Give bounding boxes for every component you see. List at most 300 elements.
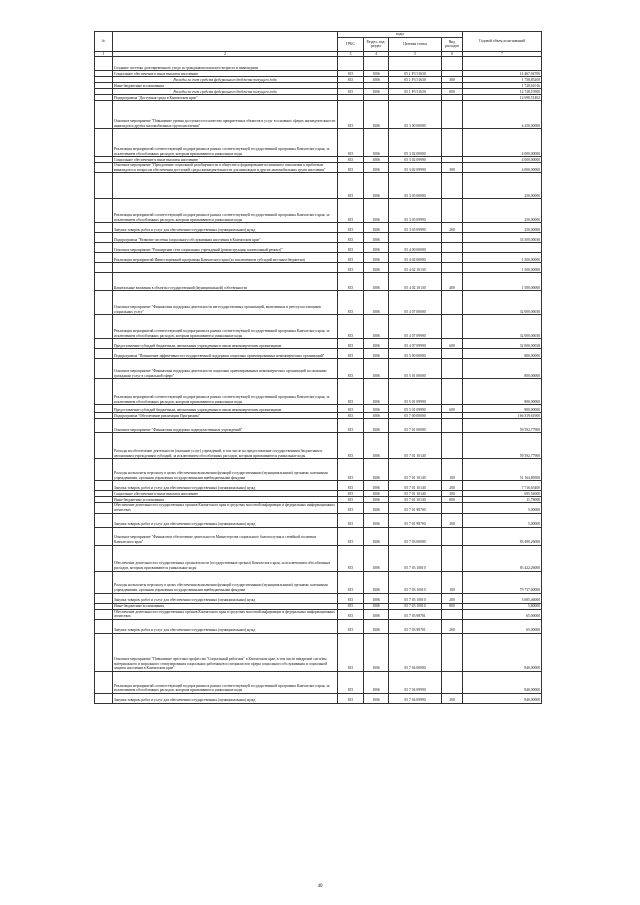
row-amount-cell [463,57,542,71]
row-razdel-cell: 1006 [364,593,389,603]
row-grbs-cell: 815 [338,671,364,693]
table-row [95,633,542,671]
table-row [95,253,542,263]
row-name-cell: Капитальные вложения в объекты государственной (муниципальной) собственности [113,273,338,291]
index-cell: 1 [95,51,113,57]
row-number-cell [95,405,113,413]
row-target-article-cell: 05 5 01 09990 [389,405,442,413]
row-grbs-cell: 815 [338,503,364,513]
row-expense-type-cell [442,359,463,379]
row-target-article-cell: 05 7 01 98700 [389,513,442,527]
row-razdel-cell: 1006 [364,253,389,263]
row-razdel-cell: 1006 [364,359,389,379]
row-grbs-cell: 815 [338,433,364,459]
row-name-cell: Закупка товаров, работ и услуг для обеспечения государственных (муниципальных) нужд [113,693,338,703]
row-target-article-cell: 05 1 P3 51630 [389,89,442,95]
row-name-cell: Закупка товаров, работ и услуг для обеспечения государственных (муниципальных) нужд [113,513,338,527]
row-grbs-cell: 815 [338,89,364,95]
table-row [95,419,542,433]
row-grbs-cell: 815 [338,619,364,633]
row-number-cell [95,481,113,491]
table-row [95,513,542,527]
row-expense-type-cell [442,173,463,199]
row-razdel-cell: 1006 [364,603,389,609]
table-row [95,57,542,71]
row-grbs-cell: 815 [338,513,364,527]
row-name-cell: Социальное обеспечение и иные выплаты населению [113,71,338,77]
header-cs: Целевая статья [389,37,442,51]
row-amount-cell: 1 500,00000 [463,273,542,291]
row-expense-type-cell: 400 [442,273,463,291]
row-grbs-cell: 815 [338,233,364,243]
row-grbs-cell: 815 [338,609,364,619]
row-name-cell: Подпрограмма "Повышение эффективности государственной поддержки социально ориентированных некоммерческих организаций" [113,349,338,359]
row-target-article-cell: 05 1 P3 51630 [389,71,442,77]
row-target-article-cell: 05 7 03 10010 [389,593,442,603]
row-name-cell: Расходы за счет средств федерального бюджета текущего года [113,89,338,95]
row-grbs-cell: 815 [338,491,364,497]
row-number-cell [95,253,113,263]
row-number-cell [95,671,113,693]
row-grbs-cell: 815 [338,603,364,609]
row-amount-cell: 7 716,65400 [463,481,542,491]
row-expense-type-cell: 200 [442,593,463,603]
table-row [95,693,542,703]
row-grbs-cell: 815 [338,413,364,419]
table-row [95,129,542,157]
row-razdel-cell: 1006 [364,101,389,129]
row-target-article-cell: 05 7 03 10010 [389,545,442,571]
row-number-cell [95,503,113,513]
table-row [95,379,542,405]
table-row [95,433,542,459]
index-cell: 4 [364,51,389,57]
row-name-cell: Реализация мероприятий соответствующей подпрограммы в рамках соответствующей государственной программы Камчатского края, за исключением обособленных расходов, которым присваиваются уникальные коды [113,671,338,693]
row-amount-cell: 32 000,00038 [463,291,542,315]
row-expense-type-cell: 200 [442,619,463,633]
table-row [95,315,542,339]
row-expense-type-cell: 300 [442,491,463,497]
row-grbs-cell: 815 [338,571,364,593]
row-expense-type-cell: 200 [442,693,463,703]
row-target-article-cell: 05 4 02 10130 [389,263,442,273]
row-target-article-cell: 05 3 05 00000 [389,173,442,199]
row-grbs-cell: 815 [338,593,364,603]
row-name-cell: Основное мероприятие "Финансовая поддержка деятельности негосударственных организаций, включенных в реестр поставщиков социальных услуг" [113,291,338,315]
row-expense-type-cell: 100 [442,459,463,481]
row-razdel-cell: 1006 [364,173,389,199]
row-grbs-cell: 815 [338,527,364,545]
row-grbs-cell: 815 [338,291,364,315]
row-razdel-cell: 1006 [364,77,389,83]
row-name-cell: Основное мероприятие "Финансовая поддержка подведомственных учреждений" [113,419,338,433]
row-amount-cell: 32 000,00038 [463,339,542,349]
row-number-cell [95,163,113,173]
row-name-cell: Обеспечение деятельности государственных органов Камчатского края в средствах массовой информации и федеральных информационных агентствах [113,609,338,619]
row-name-cell: Иные бюджетные ассигнования [113,603,338,609]
row-target-article-cell: 05 4 07 09990 [389,339,442,349]
row-target-article-cell: 05 3 02 00000 [389,129,442,157]
row-amount-cell: 166 319,61900 [463,413,542,419]
table-row [95,291,542,315]
row-amount-cell: 1 738,85200 [463,77,542,83]
row-amount-cell: 65,00000 [463,609,542,619]
row-razdel-cell: 1006 [364,199,389,223]
row-grbs-cell: 815 [338,173,364,199]
row-name-cell: Обеспечение деятельности государственных органов власти (государственные органы) Камчатского края, за исключением обособленных расходов, которым присваиваются уникальные коды [113,545,338,571]
table-row [95,199,542,223]
row-razdel-cell: 1006 [364,609,389,619]
row-amount-cell: 840,00000 [463,633,542,671]
row-razdel-cell: 1006 [364,459,389,481]
row-number-cell [95,129,113,157]
row-number-cell [95,359,113,379]
index-cell: 2 [113,51,338,57]
row-number-cell [95,57,113,71]
row-razdel-cell: 1006 [364,273,389,291]
row-grbs-cell: 815 [338,253,364,263]
row-number-cell [95,199,113,223]
row-number-cell [95,459,113,481]
table-row [95,671,542,693]
row-razdel-cell: 1006 [364,339,389,349]
row-razdel-cell: 1006 [364,491,389,497]
row-razdel-cell [364,57,389,71]
row-expense-type-cell [442,263,463,273]
header-grbs: ГРБС [338,37,364,51]
table-row [95,349,542,359]
table-row [95,481,542,491]
row-grbs-cell: 815 [338,349,364,359]
row-razdel-cell: 1006 [364,633,389,671]
row-amount-cell: 83 422,26000 [463,545,542,571]
row-amount-cell: 800,00000 [463,359,542,379]
row-amount-cell: 1 728,61016 [463,83,542,89]
row-name-cell: Основное мероприятие "Расширение сети социальных учреждений (реконструкция, капитальный ремонт)" [113,243,338,253]
row-amount-cell: 5,80000 [463,603,542,609]
row-amount-cell: 51 164,80500 [463,459,542,481]
row-name-cell: Предоставление субсидий бюджетным, автономным учреждениям и иным некоммерческим организациям [113,339,338,349]
index-cell: 3 [338,51,364,57]
row-expense-type-cell [442,433,463,459]
row-razdel-cell: 1006 [364,349,389,359]
row-target-article-cell: 05 7 01 98700 [389,503,442,513]
row-target-article-cell: 05 7 03 10010 [389,571,442,593]
table-row [95,339,542,349]
row-razdel-cell: 1006 [364,379,389,405]
row-grbs-cell: 815 [338,71,364,77]
row-name-cell: Социальное обеспечение и иные выплаты населению [113,157,338,163]
row-amount-cell: 250,00000 [463,199,542,223]
budget-table [94,31,542,704]
row-name-cell: Реализация мероприятий соответствующей подпрограммы в рамках соответствующей государственной программы Камчатского края, за исключением обособленных расходов, которым присваиваются уникальные коды [113,199,338,223]
row-amount-cell: 800,00000 [463,349,542,359]
row-amount-cell: 32 000,00038 [463,315,542,339]
row-target-article-cell: 05 4 07 09990 [389,315,442,339]
row-razdel-cell: 1006 [364,291,389,315]
row-amount-cell: 5,00000 [463,513,542,527]
row-razdel-cell: 1006 [364,693,389,703]
row-grbs-cell: 815 [338,223,364,233]
row-name-cell: Реализация мероприятий соответствующей подпрограммы в рамках соответствующей государственной программы Камчатского края, за исключением обособленных расходов, которым присваиваются уникальные коды [113,315,338,339]
row-amount-cell: 4 000,00000 [463,129,542,157]
row-expense-type-cell: 600 [442,339,463,349]
row-amount-cell: 250,00000 [463,223,542,233]
row-grbs-cell: 815 [338,263,364,273]
row-name-cell: Закупка товаров, работ и услуг для обеспечения государственных (муниципальных) нужд [113,481,338,491]
row-target-article-cell: 05 3 05 09990 [389,223,442,233]
row-name-cell: Подпрограмма "Обеспечение реализации Программы" [113,413,338,419]
row-target-article-cell: 05 3 02 09990 [389,157,442,163]
row-razdel-cell: 1006 [364,571,389,593]
row-number-cell [95,419,113,433]
row-expense-type-cell [442,503,463,513]
header-num: № [95,32,113,52]
table-row [95,173,542,199]
row-target-article-cell: 05 4 02 10130 [389,273,442,291]
row-grbs-cell: 815 [338,497,364,503]
row-razdel-cell: 1006 [364,315,389,339]
header-vr: Вид расходов [442,37,463,51]
row-razdel-cell: 1006 [364,545,389,571]
row-expense-type-cell [442,57,463,71]
row-razdel-cell: 1006 [364,233,389,243]
row-number-cell [95,243,113,253]
index-cell: 7 [463,51,542,57]
row-name-cell: Обеспечение деятельности государственных органов Камчатского края в средствах массовой информации и федеральных информационных агентствах [113,503,338,513]
row-amount-cell: 4 000,00000 [463,157,542,163]
row-grbs-cell: 815 [338,633,364,671]
row-target-article-cell: 05 7 01 10140 [389,433,442,459]
row-grbs-cell: 815 [338,405,364,413]
row-number-cell [95,609,113,619]
row-expense-type-cell [442,349,463,359]
row-number-cell [95,349,113,359]
row-grbs-cell: 815 [338,163,364,173]
row-target-article-cell: 05 7 01 10140 [389,491,442,497]
row-expense-type-cell: 800 [442,497,463,503]
row-grbs-cell: 815 [338,243,364,253]
row-grbs-cell: 815 [338,379,364,405]
row-amount-cell [463,243,542,253]
row-number-cell [95,433,113,459]
table-row [95,527,542,545]
row-amount-cell: 59 592,77900 [463,433,542,459]
row-target-article-cell: 05 7 01 10140 [389,497,442,503]
row-razdel-cell: 1006 [364,481,389,491]
row-grbs-cell: 815 [338,545,364,571]
row-amount-cell: 250,00000 [463,173,542,199]
row-name-cell: Закупка товаров, работ и услуг для обеспечения государственных (муниципальных) нужд [113,619,338,633]
row-grbs-cell: 815 [338,359,364,379]
row-target-article-cell: 05 7 01 10140 [389,459,442,481]
table-row [95,593,542,603]
row-name-cell: Подпрограмма "Развитие системы социального обслуживания населения в Камчатском крае" [113,233,338,243]
row-target-article-cell: 05 7 04 09990 [389,693,442,703]
row-expense-type-cell: 200 [442,481,463,491]
row-number-cell [95,263,113,273]
header-name [113,32,338,52]
row-target-article-cell: 05 4 02 00000 [389,253,442,263]
row-number-cell [95,619,113,633]
row-expense-type-cell [442,419,463,433]
row-grbs-cell: 815 [338,419,364,433]
row-number-cell [95,173,113,199]
row-name-cell: Подпрограмма "Доступная среда в Камчатском крае" [113,95,338,101]
row-grbs-cell: 815 [338,315,364,339]
row-expense-type-cell: 600 [442,405,463,413]
row-amount-cell: 1 500,00000 [463,253,542,263]
row-target-article-cell: 05 5 01 00000 [389,359,442,379]
row-name-cell: Реализация мероприятий соответствующей подпрограммы в рамках соответствующей государственной программы Камчатского края, за исключением обособленных расходов, которым присваиваются уникальные коды [113,379,338,405]
table-row [95,263,542,273]
row-razdel-cell: 1006 [364,619,389,633]
row-name-cell: Иные бюджетные ассигнования [113,497,338,503]
row-name-cell: Основное мероприятие "Финансовая поддержка деятельности социально ориентированных некоммерческих организаций по оказанию гражданам услуг в социальной сфере" [113,359,338,379]
row-name-cell: Расходы на выплаты персоналу в целях обеспечения выполнения функций государственными (муниципальными) органами, казенными учреждениями, органами управления государственными внебюджетными фондами [113,459,338,481]
table-row [95,359,542,379]
row-amount-cell: 840,00000 [463,693,542,703]
row-grbs-cell [338,57,364,71]
header-codes: коды [338,32,463,38]
table-row [95,233,542,243]
row-amount-cell: 83 490,26000 [463,527,542,545]
header-razdel: Раздел, под-раздел [364,37,389,51]
table-row [95,223,542,233]
row-razdel-cell: 1006 [364,419,389,433]
row-expense-type-cell [442,545,463,571]
row-amount-cell: 11,78000 [463,497,542,503]
row-target-article-cell [389,233,442,243]
row-name-cell: Основное мероприятие "Финансовое обеспечение деятельности Министерства социального благополучия и семейной политики Камчатского края" [113,527,338,545]
row-razdel-cell: 1006 [364,163,389,173]
row-target-article-cell: 05 7 00 00000 [389,413,442,419]
row-name-cell: Закупка товаров, работ и услуг для обеспечения государственных (муниципальных) нужд [113,593,338,603]
row-name-cell: Расходы на обеспечение деятельности (оказание услуг) учреждений, в том числе на предоставление государственным бюджетным и автономным учреждениям субсидий, за исключением обособленных расходов, которым присваиваются уникальные коды [113,433,338,459]
row-name-cell: Расходы на выплаты персоналу в целях обеспечения выполнения функций государственными (муниципальными) органами, казенными учреждениями, органами управления государственными внебюджетными фондами [113,571,338,593]
row-expense-type-cell [442,633,463,671]
row-expense-type-cell: 300 [442,77,463,83]
row-target-article-cell: 05 1 P3 51630 [389,77,442,83]
row-razdel-cell: 1006 [364,503,389,513]
row-grbs-cell: 815 [338,199,364,223]
row-razdel-cell: 1006 [364,527,389,545]
row-amount-cell: 59 592,77900 [463,419,542,433]
row-target-article-cell: 05 7 03 98701 [389,619,442,633]
row-number-cell [95,571,113,593]
row-name-cell: Социальное обеспечение и иные выплаты населению [113,491,338,497]
table-row [95,405,542,413]
row-razdel-cell: 1006 [364,433,389,459]
row-name-cell: Основное мероприятие "Повышение уровня доступности и качества приоритетных объектов и услуг в основных сферах жизнедеятельности инвалидов и других маломобильных групп населения" [113,101,338,129]
row-grbs-cell: 815 [338,339,364,349]
row-target-article-cell [389,57,442,71]
row-razdel-cell: 1006 [364,223,389,233]
table-row [95,273,542,291]
header-sum: Годовой объем ассигнований [463,32,542,52]
row-target-article-cell: 05 3 02 09990 [389,163,442,173]
row-target-article-cell: 05 7 04 09990 [389,671,442,693]
row-name-cell [113,263,338,273]
row-expense-type-cell [442,609,463,619]
row-amount-cell: 800,00000 [463,379,542,405]
row-target-article-cell: 05 7 01 00000 [389,419,442,433]
table-row [95,163,542,173]
row-razdel-cell: 1006 [364,405,389,413]
table-row [95,503,542,513]
row-grbs-cell: 815 [338,101,364,129]
row-amount-cell: 1 500,00000 [463,263,542,273]
row-expense-type-cell [442,233,463,243]
row-target-article-cell: 05 3 00 00000 [389,101,442,129]
row-amount-cell: 5,00000 [463,503,542,513]
index-cell: 6 [442,51,463,57]
row-expense-type-cell [442,379,463,405]
row-expense-type-cell: 100 [442,571,463,593]
row-expense-type-cell [442,527,463,545]
row-amount-cell: 65,00000 [463,619,542,633]
row-grbs-cell: 815 [338,459,364,481]
row-grbs-cell: 815 [338,77,364,83]
row-amount-cell: 12 698,51402 [463,95,542,101]
row-expense-type-cell [442,671,463,693]
row-razdel-cell: 1006 [364,157,389,163]
row-expense-type-cell [442,243,463,253]
row-razdel-cell: 1006 [364,129,389,157]
row-target-article-cell: 05 5 01 09990 [389,379,442,405]
row-name-cell: Закупка товаров, работ и услуг для обеспечения государственных (муниципальных) нужд [113,223,338,233]
row-target-article-cell: 05 4 00 00000 [389,243,442,253]
row-number-cell [95,545,113,571]
row-name-cell: Основное мероприятие "Преодоление социальной разобщенности в обществе и формирование позитивного отношения к проблемам инвалидов и к вопросам обеспечения доступной среды жизнедеятельности для инвалидов и других маломобильных групп населения" [113,163,338,173]
row-name-cell: Реализация мероприятий соответствующей подпрограммы в рамках соответствующей государственной программы Камчатского края, за исключением обособленных расходов, которым присваиваются уникальные коды [113,129,338,157]
row-grbs-cell: 815 [338,157,364,163]
row-number-cell [95,593,113,603]
row-razdel-cell: 1006 [364,89,389,95]
row-target-article-cell: 05 7 01 10140 [389,481,442,491]
row-amount-cell: 3 685,46000 [463,593,542,603]
row-target-article-cell: 05 5 00 00000 [389,349,442,359]
row-grbs-cell: 815 [338,481,364,491]
row-name-cell: Иные бюджетные ассигнования [113,83,338,89]
row-number-cell [95,291,113,315]
row-amount-cell: 4 000,00000 [463,163,542,173]
row-target-article-cell: 05 7 03 98701 [389,609,442,619]
row-razdel-cell: 1006 [364,497,389,503]
row-amount-cell: 4 250,00000 [463,101,542,129]
row-number-cell [95,527,113,545]
row-expense-type-cell: 200 [442,513,463,527]
row-amount-cell: 695,54000 [463,491,542,497]
row-number-cell [95,693,113,703]
row-amount-cell: 840,00000 [463,671,542,693]
row-target-article-cell: 05 7 04 00000 [389,633,442,671]
table-row [95,243,542,253]
row-number-cell [95,513,113,527]
row-grbs-cell: 815 [338,693,364,703]
row-razdel-cell: 1006 [364,513,389,527]
row-name-cell: Создание системы долговременного ухода за гражданами пожилого возраста и инвалидами [113,57,338,71]
row-expense-type-cell: 800 [442,603,463,609]
row-number-cell [95,339,113,349]
row-number-cell [95,273,113,291]
table-row [95,571,542,593]
row-name-cell: Предоставление субсидий бюджетным, автономным учреждениям и иным некоммерческим организациям [113,405,338,413]
row-razdel-cell: 1006 [364,263,389,273]
row-razdel-cell: 1006 [364,243,389,253]
row-number-cell [95,633,113,671]
row-grbs-cell: 815 [338,273,364,291]
